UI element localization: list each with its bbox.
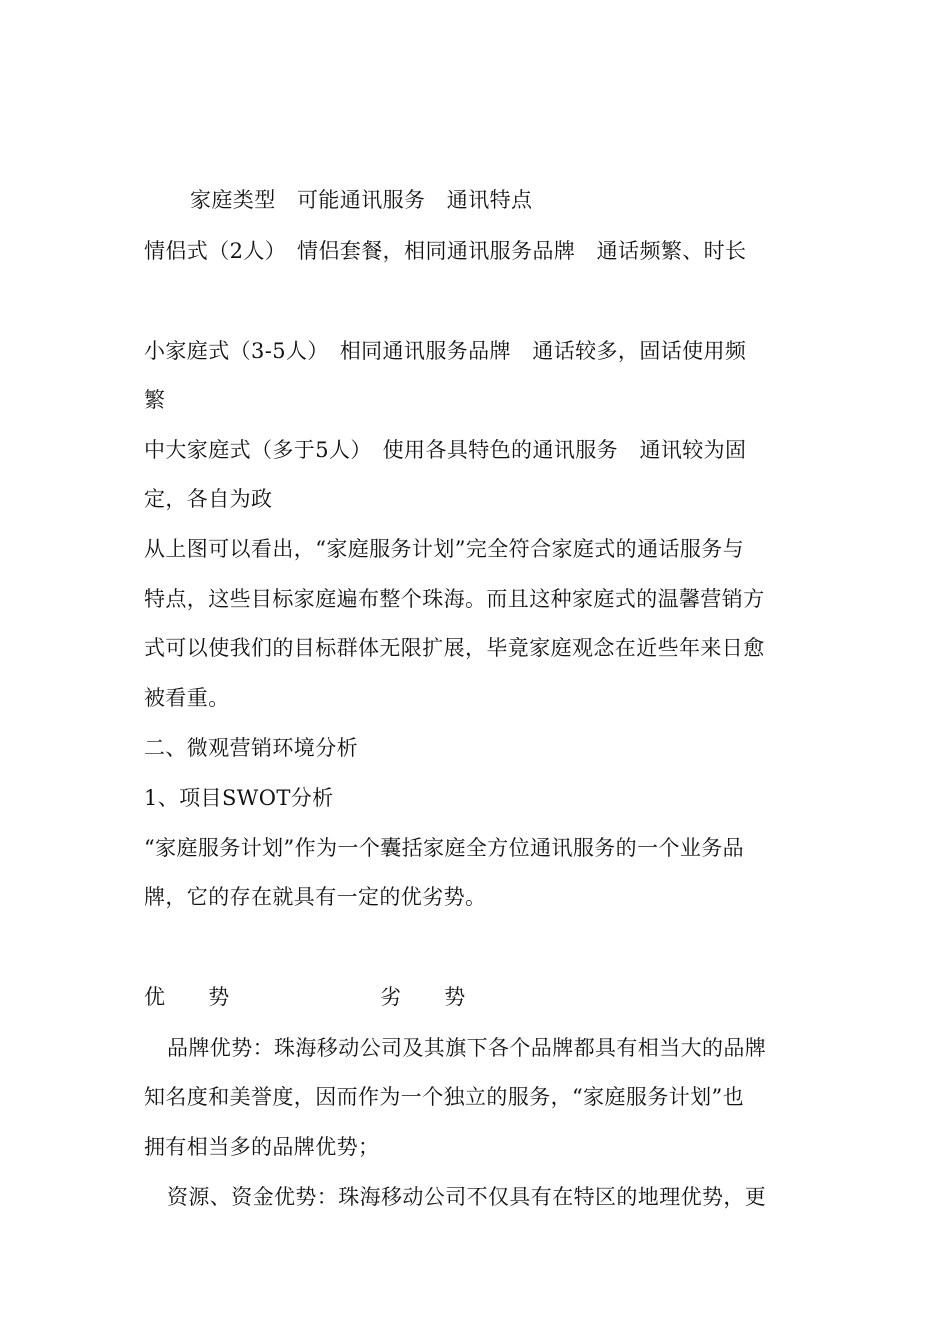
- brand-advantage-line-1: 品牌优势：珠海移动公司及其旗下各个品牌都具有相当大的品牌: [167, 1036, 767, 1060]
- paragraph-2-line-2: 牌，它的存在就具有一定的优劣势。: [144, 885, 487, 909]
- brand-advantage-line-3: 拥有相当多的品牌优势；: [144, 1135, 380, 1159]
- brand-advantage-line-2: 知名度和美誉度，因而作为一个独立的服务，“家庭服务计划”也: [144, 1085, 745, 1109]
- paragraph-1-line-3: 式可以使我们的目标群体无限扩展，毕竟家庭观念在近些年来日愈: [144, 636, 765, 660]
- paragraph-1-line-1: 从上图可以看出，“家庭服务计划”完全符合家庭式的通话服务与: [144, 537, 745, 561]
- paragraph-2-line-1: “家庭服务计划”作为一个囊括家庭全方位通讯服务的一个业务品: [144, 836, 745, 860]
- swot-weakness-header: 劣 势: [380, 985, 466, 1009]
- subsection-heading: 1、项目SWOT分析: [144, 786, 334, 810]
- table-row-small-family-line-1: 小家庭式（3-5人） 相同通讯服务品牌 通话较多，固话使用频: [144, 339, 747, 363]
- paragraph-1-line-4: 被看重。: [144, 686, 230, 710]
- table-row-small-family-line-2: 繁: [144, 388, 166, 412]
- table-row-couple: 情侣式（2人） 情侣套餐，相同通讯服务品牌 通话频繁、时长: [144, 239, 747, 263]
- table-row-large-family-line-2: 定，各自为政: [144, 487, 273, 511]
- resource-advantage-line-1: 资源、资金优势：珠海移动公司不仅具有在特区的地理优势，更: [167, 1185, 767, 1209]
- table-header: 家庭类型 可能通讯服务 通讯特点: [190, 188, 533, 212]
- paragraph-1-line-2: 特点，这些目标家庭遍布整个珠海。而且这种家庭式的温馨营销方: [144, 587, 765, 611]
- table-row-large-family-line-1: 中大家庭式（多于5人） 使用各具特色的通讯服务 通讯较为固: [144, 438, 747, 462]
- section-heading: 二、微观营销环境分析: [144, 736, 358, 760]
- swot-strength-header: 优 势: [144, 985, 230, 1009]
